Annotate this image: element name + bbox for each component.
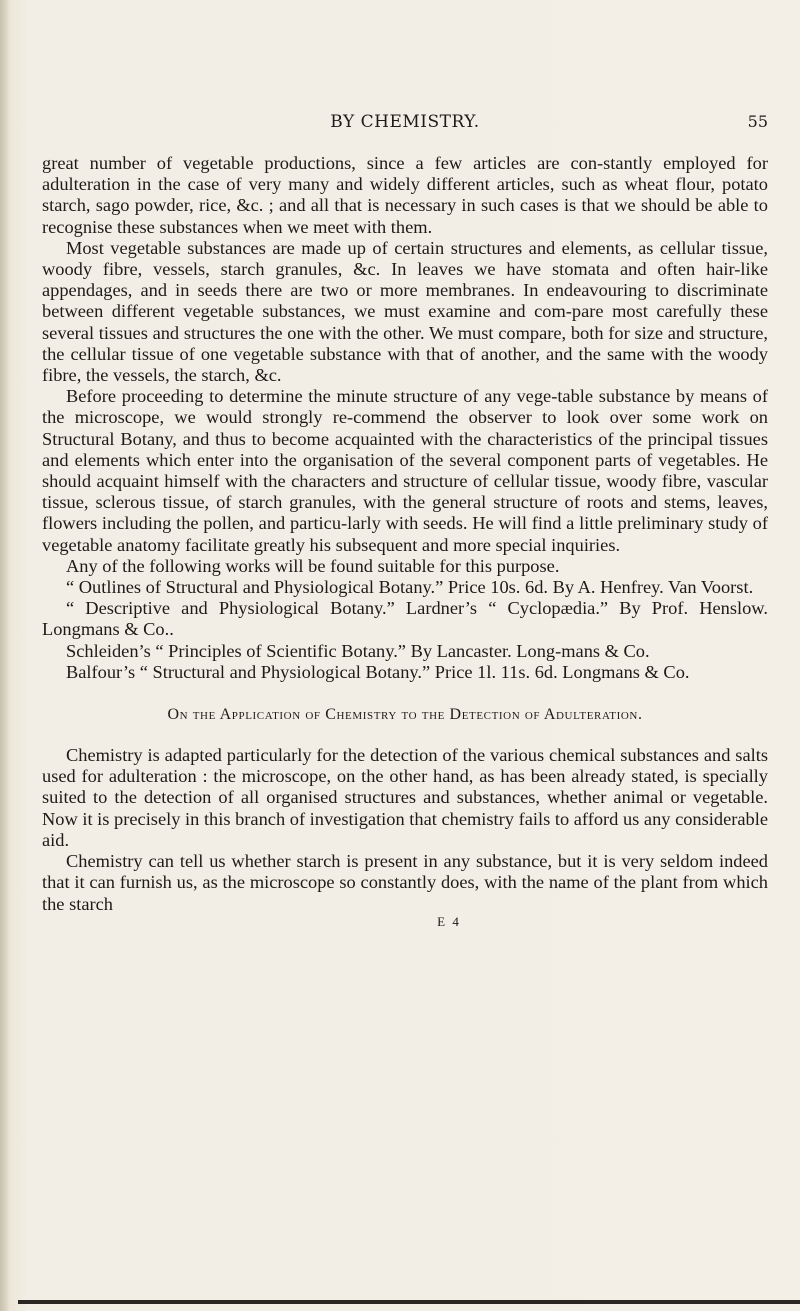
paragraph: Before proceeding to determine the minute structure of any vege-table substance by means of the microscope, we would strongly re-commend the observer to look over some work on Structural Botany, and thus to become acquainted with the characteristics of the principal tissues and elements which enter into the organisation of the several component parts of vegetables. He should acquaint himself with the characters and structure of cellular tissue, woody fibre, vascular tissue, sclerous tissue, of starch granules, with the general structure of roots and stems, leaves, flowers including the pollen, and particu-larly with seeds. He will find a little preliminary study of vegetable anatomy facilitate greatly his subsequent and more special inquiries. bbox=[42, 386, 768, 555]
book-reference: Balfour’s “ Structural and Physiological Botany.” Price 1l. 11s. 6d. Longmans & Co. bbox=[66, 661, 690, 682]
gutter-shadow bbox=[0, 0, 10, 1311]
body-text bbox=[42, 153, 768, 929]
paragraph: Most vegetable substances are made up of certain structures and elements, as cellular tissue, woody fibre, vessels, starch granules, &c. In leaves we have stomata and often hair-like appendages, and in seeds there are two or more membranes. In endeavouring to discriminate between different vegetable substances, we must examine and com-pare most carefully these several tissues and structures the one with the other. We must compare, both for size and structure, the cellular tissue of one vegetable substance with that of another, and the same with the woody fibre, the vessels, the starch, &c. bbox=[42, 237, 768, 386]
paragraph: great number of vegetable productions, since a few articles are con-stantly employed for adulteration in the case of very many and widely different articles, such as wheat flour, potato starch, sago powder, rice, &c. ; and all that is necessary in such cases is that we should be able to recognise these substances when we meet with them. bbox=[42, 153, 768, 237]
signature-mark: E 4 bbox=[437, 913, 461, 929]
paragraph: Any of the following works will be found suitable for this purpose. bbox=[66, 555, 560, 576]
paragraph: Chemistry can tell us whether starch is present in any substance, but it is very seldom indeed that it can furnish us, as the microscope so constantly does, with the name of the plant from which the starch bbox=[42, 851, 768, 914]
book-reference: Schleiden’s “ Principles of Scientific Botany.” By Lancaster. Long-mans & Co. bbox=[66, 640, 650, 661]
paragraph: Chemistry is adapted particularly for the detection of the various chemical substances and salts used for adulteration : the microscope, on the other hand, as has been already stated, is specially suited to the detection of all organised structures and substances, whether animal or vegetable. Now it is precisely in this branch of investigation that chemistry fails to afford us any considerable aid. bbox=[42, 745, 768, 850]
page-number: 55 bbox=[747, 112, 768, 131]
running-head bbox=[42, 108, 768, 134]
book-reference: “ Outlines of Structural and Physiological Botany.” Price 10s. 6d. By A. Henfrey. Van Voorst. bbox=[66, 577, 754, 598]
book-reference: “ Descriptive and Physiological Botany.” Lardner’s “ Cyclopædia.” By Prof. Henslow. Longmans & Co.. bbox=[42, 598, 768, 640]
running-title: BY CHEMISTRY. bbox=[330, 112, 480, 132]
section-heading: On the Application of Chemistry to the Detection of Adulteration. bbox=[167, 706, 643, 724]
bottom-rule bbox=[18, 1300, 800, 1304]
